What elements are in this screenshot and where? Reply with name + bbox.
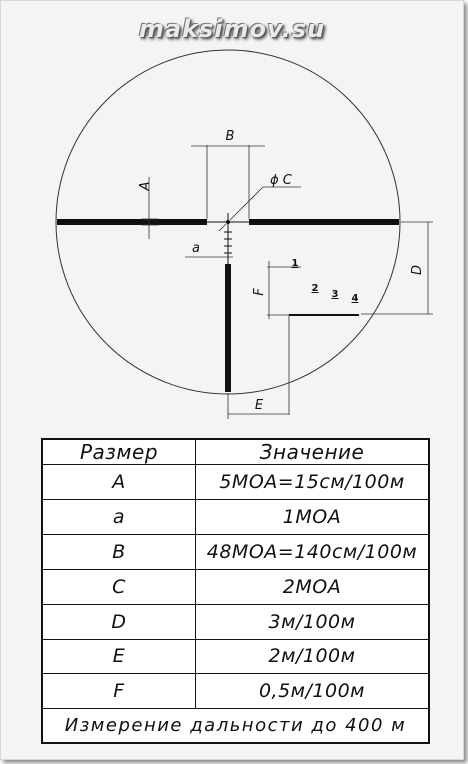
row-value: 2м/100м bbox=[196, 639, 430, 674]
label-small-a: a bbox=[192, 241, 200, 256]
label-c: ϕ C bbox=[270, 173, 292, 188]
label-f: F bbox=[252, 288, 267, 296]
spec-table bbox=[41, 438, 430, 744]
watermark-logo: maksimov.su bbox=[138, 15, 326, 43]
table-row bbox=[42, 569, 429, 604]
bottom-post bbox=[225, 264, 231, 392]
table-footer-row bbox=[42, 709, 429, 743]
label-e: E bbox=[254, 398, 264, 413]
row-value: 0,5м/100м bbox=[196, 674, 430, 709]
row-value: 2MOA bbox=[196, 569, 430, 604]
row-value: 1MOA bbox=[196, 499, 430, 534]
label-b: B bbox=[225, 129, 235, 144]
row-size: D bbox=[42, 604, 196, 639]
header-value: Значение bbox=[196, 439, 430, 465]
header-size: Размер bbox=[42, 439, 196, 465]
table-row bbox=[42, 604, 429, 639]
stadia-number-1: 1 bbox=[291, 258, 299, 269]
range-note: Измерение дальности до 400 м bbox=[42, 709, 429, 743]
row-value: 48MOA=140см/100м bbox=[196, 534, 430, 569]
table-header-row bbox=[42, 439, 429, 465]
table-row bbox=[42, 639, 429, 674]
dim-c-leader bbox=[230, 187, 263, 220]
center-dot bbox=[226, 220, 230, 224]
row-size: F bbox=[42, 674, 196, 709]
stadia-number-2: 2 bbox=[311, 283, 319, 294]
row-size: E bbox=[42, 639, 196, 674]
table-row bbox=[42, 674, 429, 709]
row-value: 3м/100м bbox=[196, 604, 430, 639]
right-post bbox=[249, 219, 399, 225]
row-size: B bbox=[42, 534, 196, 569]
row-size: C bbox=[42, 569, 196, 604]
row-size: A bbox=[42, 465, 196, 500]
row-value: 5MOA=15см/100м bbox=[196, 465, 430, 500]
stadia-number-4: 4 bbox=[351, 293, 359, 304]
left-post bbox=[57, 219, 207, 225]
table-row bbox=[42, 499, 429, 534]
reticle-diagram bbox=[1, 1, 463, 441]
table-row bbox=[42, 534, 429, 569]
table-row bbox=[42, 465, 429, 500]
row-size: a bbox=[42, 499, 196, 534]
label-d: D bbox=[410, 264, 425, 276]
stadia-number-3: 3 bbox=[331, 289, 339, 300]
label-a-upper: A bbox=[138, 181, 153, 191]
dim-c-arrow bbox=[219, 224, 226, 231]
